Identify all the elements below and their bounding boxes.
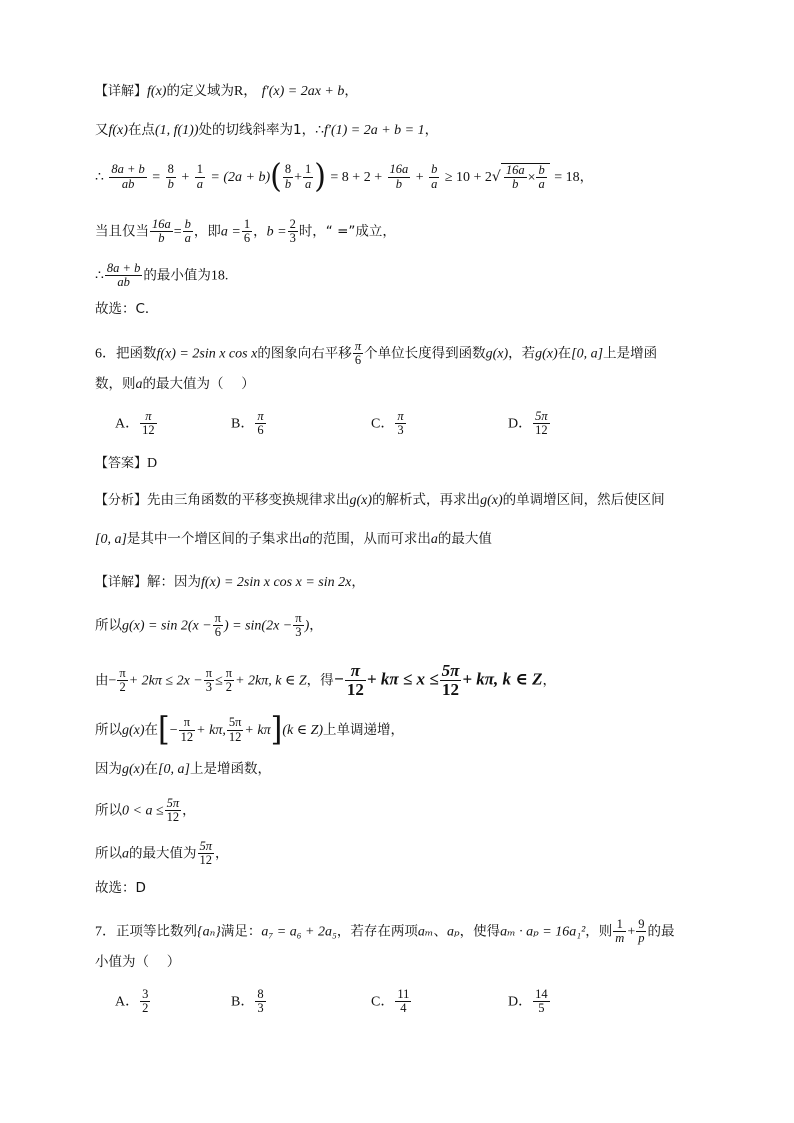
text-run: × <box>527 170 536 186</box>
text-run: (k ∈ Z) <box>282 723 324 738</box>
text-run: 上是增函 <box>603 345 658 362</box>
math-part: 12 <box>180 729 194 744</box>
fraction <box>429 163 439 190</box>
text-run: 所以 <box>95 617 122 634</box>
fraction-numerator: 5π <box>199 839 213 853</box>
text-run: b = <box>266 224 287 240</box>
fraction-numerator: 8 <box>257 987 264 1001</box>
text-run: − <box>169 723 178 738</box>
option-c[interactable] <box>371 410 407 437</box>
text-run: 的定义域为 <box>166 83 234 99</box>
fraction-numerator: 2 <box>289 217 296 231</box>
math-part: 12 <box>228 729 242 744</box>
text-run: 0 < a ≤ <box>122 803 164 819</box>
math-part: ( <box>270 157 282 196</box>
option-a[interactable] <box>115 410 158 437</box>
math-part: 3 <box>397 423 404 438</box>
choice-line-2: 故选：D <box>95 880 146 896</box>
option-b[interactable] <box>231 410 267 437</box>
math-part: 2 <box>142 1001 149 1016</box>
fraction-numerator: 5π <box>228 715 242 730</box>
fraction <box>140 988 150 1015</box>
text-run: ) = sin(2x − <box>223 618 293 634</box>
text-run: 的单调增区间，然后使区间 <box>502 492 665 508</box>
text-run: ，使得 <box>459 923 501 940</box>
text-run: ， <box>253 223 267 240</box>
fraction <box>105 262 142 289</box>
option-c[interactable] <box>371 988 412 1015</box>
text-run: 所以 <box>95 722 122 738</box>
text-run: a <box>135 377 143 392</box>
answer-tag: 【答案】 <box>95 456 148 471</box>
fraction-numerator: 5π <box>166 796 180 810</box>
fraction <box>117 667 127 694</box>
text-run: 【详解】 <box>95 575 148 590</box>
fraction-numerator: 1 <box>304 162 312 177</box>
text-run: [0, a] <box>158 762 190 777</box>
math-part: ] <box>270 710 283 749</box>
min-value-statement <box>95 262 228 289</box>
text-run: f(x) <box>108 123 128 138</box>
text-run: + <box>181 170 190 185</box>
detail-solution-5 <box>95 762 271 777</box>
math-part: 3 <box>205 679 213 694</box>
question-7-stem <box>95 918 674 945</box>
fraction-numerator: 8 <box>284 162 292 177</box>
answer-line <box>95 456 157 471</box>
fraction <box>636 918 646 945</box>
text-run: 先由三角函数的平移变换规律求出 <box>147 492 350 508</box>
fraction <box>150 218 173 245</box>
fraction-numerator: b <box>538 162 545 177</box>
text-run: g(x) <box>535 346 558 362</box>
text-run: 数，则 <box>95 376 136 392</box>
math-part: b <box>512 177 519 191</box>
text-run: = <box>152 170 161 185</box>
text-run: . <box>224 268 229 284</box>
fraction <box>183 218 193 245</box>
text-run: 在 <box>144 761 159 777</box>
question-6-stem-cont <box>95 377 255 392</box>
fraction <box>504 164 527 191</box>
fraction <box>255 988 265 1015</box>
math-part: ab <box>121 176 135 191</box>
equality-condition <box>95 218 396 245</box>
text-run: 把函数 <box>116 345 157 362</box>
fraction-numerator: 1 <box>243 217 251 231</box>
text-run: ， <box>579 169 594 185</box>
fraction <box>224 667 234 694</box>
fraction-numerator: π <box>214 611 221 625</box>
text-run: 18 <box>210 268 225 284</box>
math-part: a <box>184 231 191 246</box>
math-part: 6 <box>354 353 362 368</box>
text-run: f′(1) = 2a + b = 1 <box>324 123 425 138</box>
text-run: 又 <box>95 122 109 138</box>
detail-solution-6 <box>95 797 196 824</box>
text-run: 正项等比数列 <box>116 923 197 940</box>
text-run: + 2kπ ≤ 2x − <box>128 673 203 689</box>
fraction <box>303 163 313 190</box>
math-part: 4 <box>400 1001 407 1016</box>
fraction <box>613 918 626 945</box>
text-run: 上单调递增， <box>323 722 405 738</box>
fraction <box>166 163 176 190</box>
fraction-numerator: b <box>184 217 191 231</box>
question-7-stem-cont: 小值为（ ） <box>95 954 181 970</box>
analysis-line-2 <box>95 532 492 547</box>
text-run: ∴ <box>95 268 104 284</box>
option-d[interactable] <box>508 410 551 437</box>
option-d[interactable] <box>508 988 551 1015</box>
fraction-numerator: π <box>295 611 302 625</box>
question-6-stem <box>95 340 657 367</box>
fraction <box>440 662 462 699</box>
text-run: f(x) <box>147 84 167 99</box>
math-part: 12 <box>441 679 459 699</box>
fraction-numerator: 14 <box>535 987 548 1001</box>
detail-solution-1 <box>95 575 365 590</box>
text-run: D． <box>508 994 533 1010</box>
text-run: [0, a] <box>571 346 604 362</box>
text-run: A． <box>115 994 140 1010</box>
text-run: − <box>108 673 117 689</box>
text-run: ，则 <box>585 923 613 940</box>
fraction <box>179 716 196 743</box>
math-part: 12 <box>142 423 155 438</box>
fraction <box>242 218 252 245</box>
text-run: f′(x) = 2ax + b <box>261 84 345 99</box>
math-part: b <box>167 176 174 191</box>
text-run: 的最 <box>647 923 675 940</box>
text-run: + kπ <box>244 723 271 738</box>
text-run: 满足： <box>220 923 262 940</box>
text-run: 7． <box>95 924 116 940</box>
text-run: D <box>147 456 158 471</box>
fraction-numerator: 16a <box>152 217 171 231</box>
fraction-numerator: 5π <box>441 661 460 680</box>
text-run: + 2kπ, k ∈ Z <box>235 673 307 689</box>
text-run: = 8 + 2 + <box>330 170 383 185</box>
fraction-numerator: π <box>354 339 362 353</box>
text-run: 上是增函数， <box>189 761 271 777</box>
math-part: a <box>196 176 203 191</box>
text-run: ， <box>424 122 439 138</box>
text-run: ， <box>182 802 196 819</box>
text-run: a <box>302 532 310 547</box>
fraction-numerator: 3 <box>142 987 149 1001</box>
math-part: b <box>395 176 403 191</box>
fraction <box>283 163 293 190</box>
fraction <box>395 988 411 1015</box>
text-run: ≥ 10 + 2 <box>444 170 492 185</box>
fraction <box>198 840 215 867</box>
text-run: 的最大值为（ ） <box>142 376 255 392</box>
math-part: a <box>304 176 312 191</box>
math-part: m <box>615 931 625 946</box>
math-part: 3 <box>289 231 296 246</box>
text-run: g(x) <box>122 723 145 738</box>
math-part: 12 <box>166 810 180 825</box>
text-run: aₚ <box>446 924 460 940</box>
math-part: 2 <box>225 679 233 694</box>
fraction <box>353 340 363 367</box>
text-run: f(x) = 2sin x cos x = sin 2x <box>201 575 352 590</box>
text-run: 解：因为 <box>147 574 202 590</box>
analysis-line-1 <box>95 493 665 508</box>
fraction-numerator: 11 <box>397 987 410 1001</box>
math-part: 2 <box>119 679 126 694</box>
fraction-numerator: 5π <box>535 409 548 423</box>
fraction <box>109 163 146 190</box>
fraction-numerator: π <box>225 665 233 680</box>
text-run: 在 <box>144 722 159 738</box>
text-run: 的范围，从而可求出 <box>309 531 431 547</box>
fraction <box>213 612 223 639</box>
text-run: 的最大值 <box>437 531 492 547</box>
text-run: + <box>294 170 302 185</box>
text-run: 所以 <box>95 802 122 819</box>
text-run: ， <box>309 617 323 634</box>
text-run: ，得 <box>306 672 334 689</box>
text-run: 在点 <box>127 122 155 138</box>
math-part: 6 <box>257 423 264 438</box>
text-run: g(x) <box>485 346 509 362</box>
math-part: 12 <box>199 853 212 868</box>
text-run: = 18 <box>554 170 580 185</box>
fraction <box>204 667 214 694</box>
text-run: ) <box>304 618 310 634</box>
fraction <box>195 163 205 190</box>
text-run: ， <box>215 845 229 862</box>
text-run: A． <box>115 416 140 432</box>
text-run: f(x) = 2sin x cos x <box>156 346 258 362</box>
text-run: {aₙ} <box>197 924 221 940</box>
text-run: = <box>173 224 182 240</box>
math-part: ) <box>314 157 326 196</box>
math-part: 3 <box>257 1001 264 1016</box>
text-run: 的解析式，再求出 <box>372 492 481 508</box>
text-run: 的图象向右平移 <box>257 345 352 362</box>
text-run: + kπ ≤ x ≤ <box>366 669 439 689</box>
sqrt-radicand <box>501 163 550 191</box>
text-run: ， <box>542 672 557 689</box>
fraction-numerator: 8a + b <box>106 261 141 275</box>
fraction-numerator: π <box>205 665 213 680</box>
text-run: 所以 <box>95 845 122 862</box>
math-part: 6 <box>243 231 251 246</box>
math-part: a <box>431 176 438 191</box>
math-part: 5 <box>538 1001 545 1016</box>
fraction-numerator: 8 <box>167 162 174 177</box>
fraction-numerator: π <box>345 662 366 681</box>
text-run: ， <box>351 574 365 590</box>
math-part: b <box>158 231 165 246</box>
sqrt-sign: √ <box>491 169 501 185</box>
text-run: 6． <box>95 346 116 362</box>
fraction <box>533 988 550 1015</box>
fraction-numerator: π <box>140 410 157 424</box>
fraction-numerator: π <box>179 716 196 730</box>
fraction-numerator: π <box>397 409 404 423</box>
text-run: 当且仅当 <box>95 223 149 240</box>
math-part: b <box>284 176 292 191</box>
text-run: aₘ <box>417 924 434 940</box>
fraction <box>395 410 405 437</box>
text-run: g(x) <box>480 493 503 508</box>
detail-solution-7 <box>95 840 229 867</box>
fraction <box>165 797 182 824</box>
option-b[interactable] <box>231 988 267 1015</box>
text-run: ， <box>344 83 358 99</box>
detail-line-1 <box>95 84 358 99</box>
fraction-numerator: 1 <box>196 162 203 177</box>
text-run: (1, f(1)) <box>154 123 199 138</box>
text-run: a <box>122 846 129 862</box>
text-run: + kπ, k ∈ Z <box>462 669 543 689</box>
fraction-numerator: 16a <box>389 162 409 177</box>
inequality-derivation <box>95 157 594 196</box>
text-run: 时，“ =”成立， <box>298 223 396 240</box>
text-run: D． <box>508 416 533 432</box>
fraction <box>140 410 157 437</box>
text-run: g(x) <box>349 493 373 508</box>
math-part: ab <box>117 275 130 290</box>
text-run: 在 <box>557 345 572 362</box>
fraction <box>536 164 546 191</box>
math-part: 12 <box>346 679 364 699</box>
choice-line: 故选：C． <box>95 301 159 317</box>
text-run: B． <box>231 416 255 432</box>
text-run: aₘ · aₚ = 16a₁² <box>500 924 586 940</box>
text-run: + <box>415 170 424 185</box>
detail-tag: 【详解】 <box>95 84 148 99</box>
fraction-numerator: π <box>257 409 264 423</box>
text-run: g(x) = sin 2(x − <box>122 618 212 634</box>
text-run: + kπ, <box>196 723 226 738</box>
fraction-numerator: 9 <box>638 917 645 931</box>
text-run: 的最大值为 <box>129 845 197 862</box>
fraction <box>388 163 411 190</box>
text-run: 是其中一个增区间的子集求出 <box>126 531 303 547</box>
detail-solution-4 <box>95 710 405 749</box>
text-run: 个单位长度得到函数 <box>364 345 486 362</box>
detail-line-2 <box>95 123 438 138</box>
fraction-numerator: 8a + b <box>111 162 145 177</box>
fraction <box>533 410 550 437</box>
text-run: + <box>627 924 636 940</box>
fraction <box>293 612 303 639</box>
detail-solution-2 <box>95 612 323 639</box>
text-run: C． <box>371 416 395 432</box>
text-run: B． <box>231 994 255 1010</box>
text-run: R， <box>233 84 258 99</box>
text-run: = (2a + b) <box>210 170 271 185</box>
math-part: [ <box>158 710 170 749</box>
fraction <box>288 218 298 245</box>
text-run: 的最小值为 <box>143 267 211 284</box>
fraction-numerator: b <box>431 162 438 177</box>
text-run: g(x) <box>122 762 145 777</box>
fraction <box>345 662 366 699</box>
text-run: 因为 <box>95 761 122 777</box>
math-part: p <box>638 931 645 946</box>
option-a[interactable] <box>115 988 151 1015</box>
text-run: ≤ <box>215 673 223 689</box>
analysis-tag: 【分析】 <box>95 493 148 508</box>
text-run: [0, a] <box>95 532 127 547</box>
text-run: a = <box>220 224 241 240</box>
text-run: 、 <box>433 923 447 940</box>
text-run: − <box>333 669 344 689</box>
text-run: 处的切线斜率为1， <box>198 122 316 138</box>
text-run: ，若存在两项 <box>336 923 418 940</box>
math-part: 12 <box>535 423 548 438</box>
text-run: C． <box>371 994 395 1010</box>
text-run: a <box>430 532 438 547</box>
fraction-numerator: 16a <box>505 162 525 177</box>
text-run: ∴ <box>315 123 324 138</box>
text-run: a₇ = a₆ + 2a₅ <box>261 924 337 940</box>
fraction-numerator: 1 <box>613 918 626 932</box>
fraction <box>255 410 265 437</box>
fraction-numerator: π <box>119 665 126 680</box>
text-run: ，若 <box>508 345 536 362</box>
detail-solution-3 <box>95 662 556 699</box>
math-part: a <box>538 177 545 191</box>
text-run: ∴ <box>95 170 104 185</box>
text-run: ，即 <box>193 223 221 240</box>
math-part: 6 <box>214 625 221 640</box>
text-run: 由 <box>95 672 109 689</box>
fraction <box>227 716 244 743</box>
math-part: 3 <box>295 625 302 640</box>
